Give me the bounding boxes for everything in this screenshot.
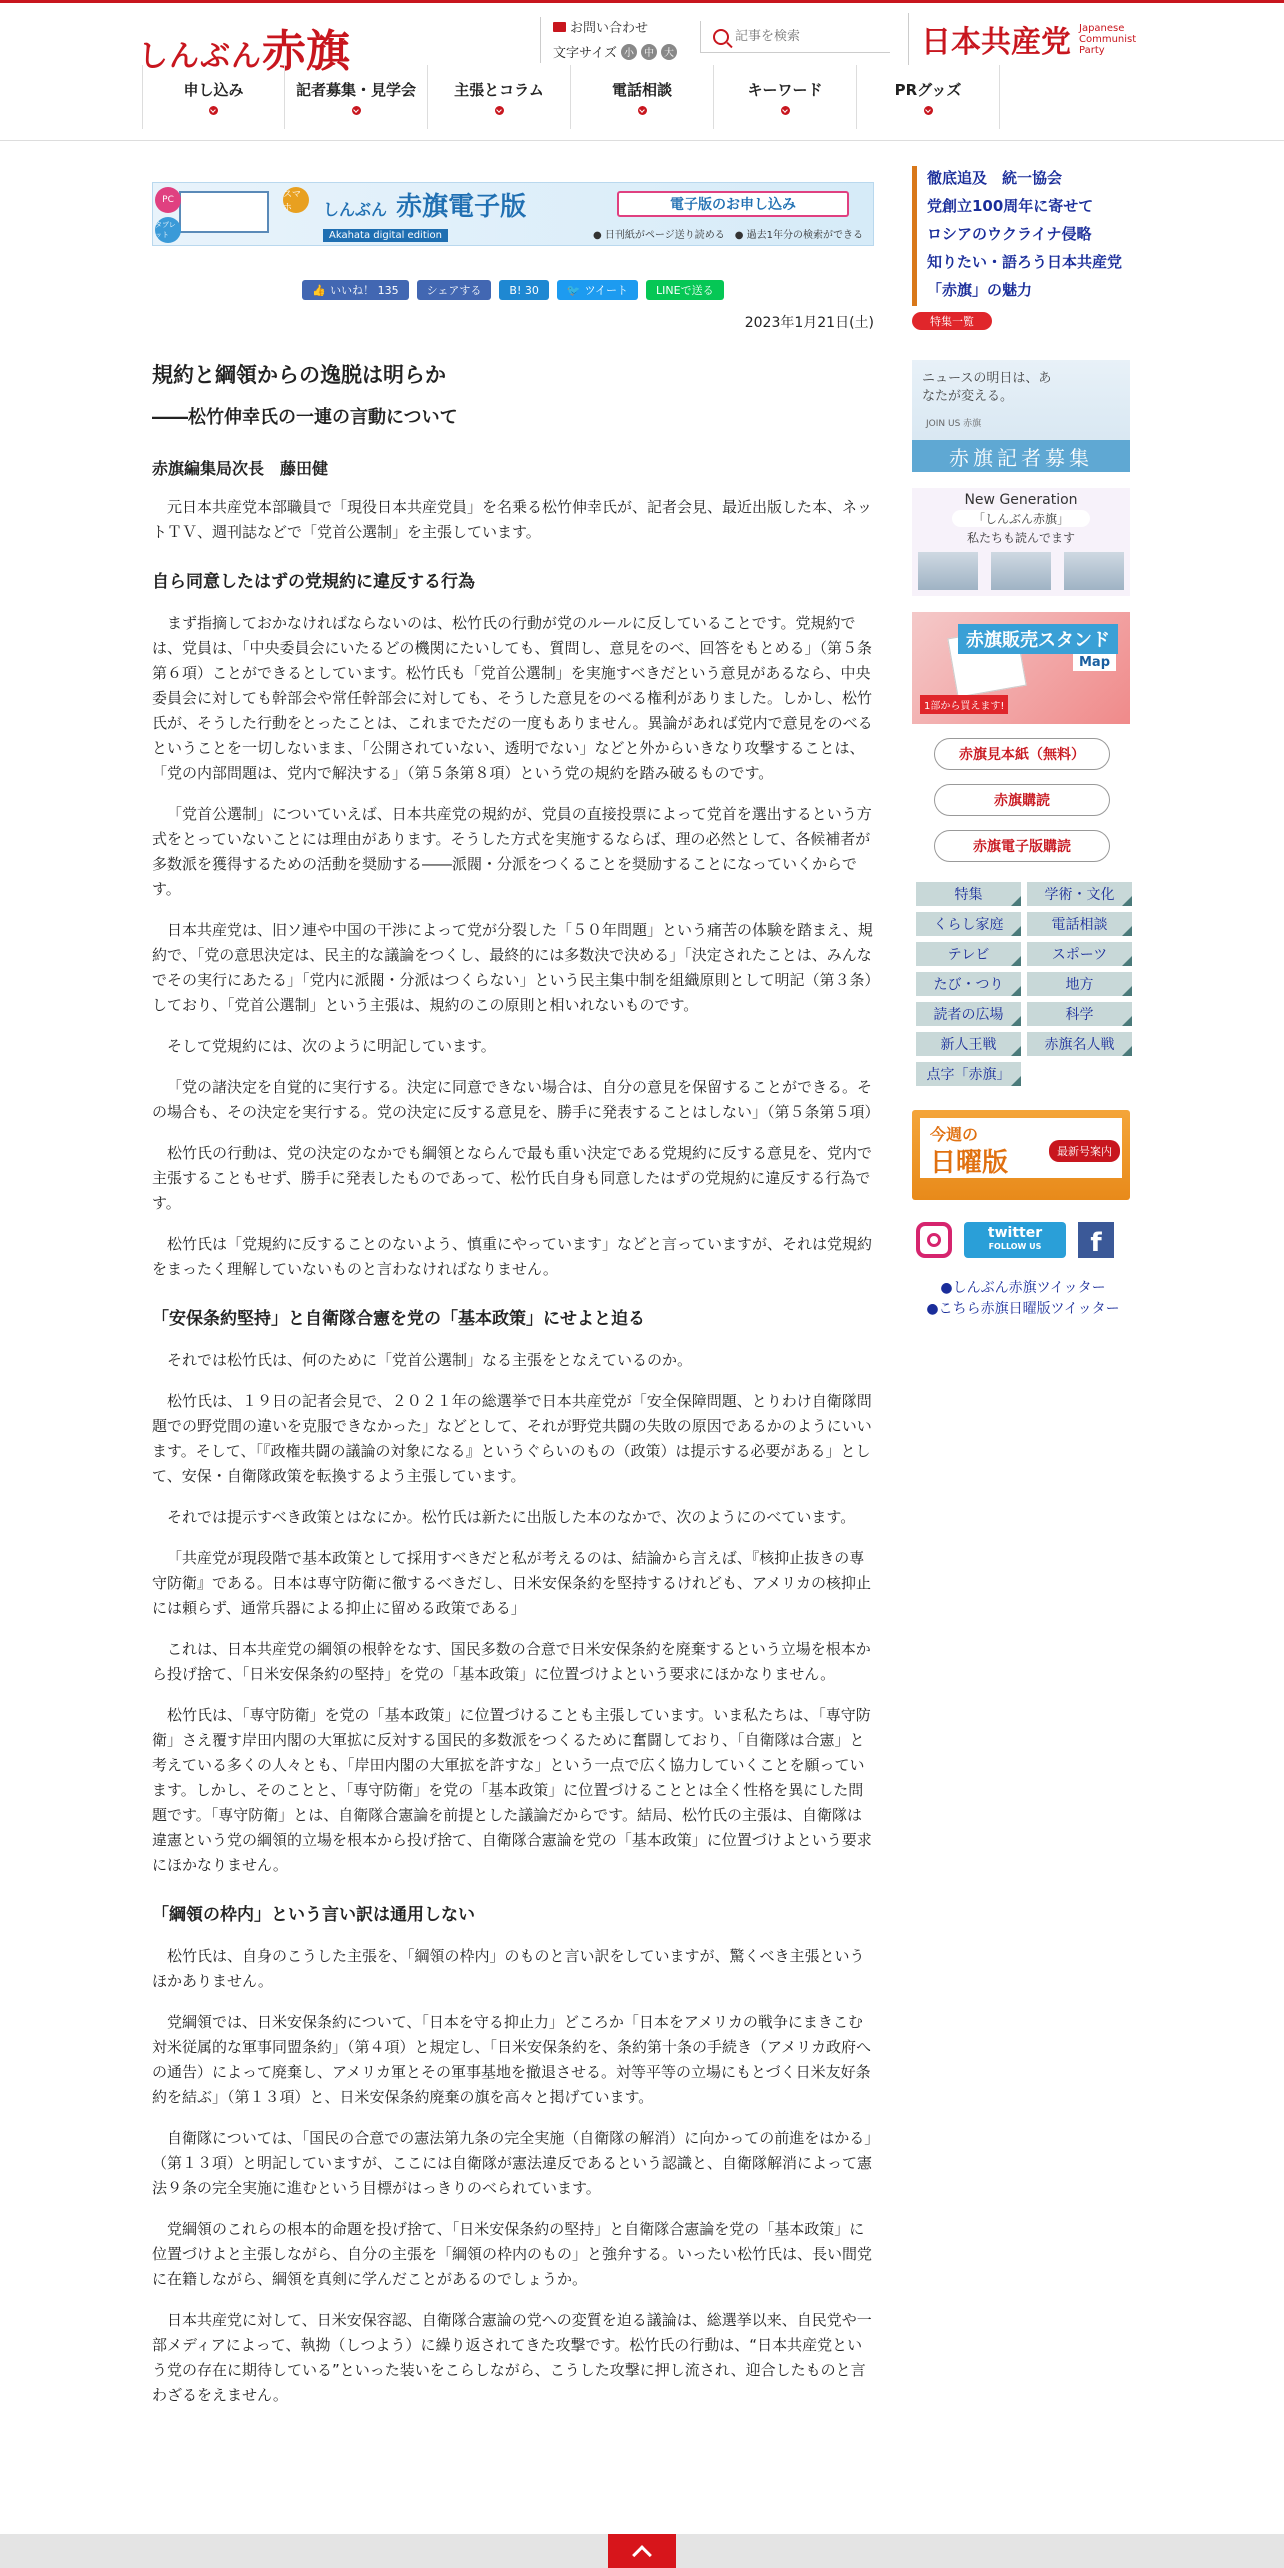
chevron-down-icon	[352, 106, 361, 115]
sunday-twitter-link[interactable]: ●こちら赤旗日曜版ツイッター	[926, 1301, 1120, 1317]
page-footer-bar	[0, 2534, 1284, 2568]
chevron-down-icon	[638, 106, 647, 115]
category-link[interactable]: 読者の広場	[916, 1002, 1021, 1026]
hatena-bookmark-button[interactable]: B! 30	[499, 280, 548, 300]
article-subtitle: ――松竹伸幸氏の一連の言動について	[152, 407, 458, 428]
category-link[interactable]: スポーツ	[1027, 942, 1132, 966]
nav-label: PRグッズ	[894, 81, 962, 99]
chevron-down-icon	[495, 106, 504, 115]
nav-label: 電話相談	[611, 81, 672, 99]
reader-photos	[912, 552, 1130, 590]
sunday-pre: 今週の	[930, 1125, 979, 1144]
paragraph: 「党首公選制」についていえば、日本共産党の規約が、党員の直接投票によって党首を選出するという方式をとっていないことには理由があります。そうした方式を実施するならば、理の必然として、各候補者が多数派を獲得するための活動を奨励する――派閥・分派をつくることを奨励することになっていくからです。	[152, 805, 872, 898]
nav-item-apply[interactable]	[142, 65, 285, 129]
section-heading: 「綱領の枠内」という言い訳は通用しない	[152, 1905, 475, 1925]
reader-photo	[918, 552, 978, 590]
sidebar-link-ukraine[interactable]: ロシアのウクライナ侵略	[912, 222, 1134, 250]
sales-stand-title: 赤旗販売スタンド	[958, 624, 1118, 654]
logo-big-text: 赤旗	[262, 26, 350, 77]
new-generation-sub2: 私たちも読んでます	[966, 531, 1075, 545]
share-buttons	[152, 280, 874, 300]
utility-links	[540, 17, 690, 63]
article-date: 2023年1月21日(土)	[744, 315, 874, 331]
banner-subtitle: Akahata digital edition	[323, 229, 448, 242]
party-name: 日本共産党	[921, 25, 1071, 60]
contact-link[interactable]	[553, 17, 690, 36]
section-heading: 「安保条約堅持」と自衛隊合憲を党の「基本政策」にせよと迫る	[152, 1309, 645, 1329]
nav-label: 申し込み	[183, 81, 244, 99]
banner-title-small: しんぶん	[323, 200, 388, 219]
paragraph: それでは松竹氏は、何のために「党首公選制」なる主張をとなえているのか。	[167, 1351, 693, 1369]
logo-small-text: しんぶん	[138, 39, 262, 74]
facebook-share-button[interactable]: シェアする	[417, 280, 492, 300]
feature-list-button[interactable]: 特集一覧	[912, 312, 992, 330]
category-link[interactable]: 電話相談	[1027, 912, 1132, 936]
category-link[interactable]: 科学	[1027, 1002, 1132, 1026]
facebook-icon[interactable]: f	[1078, 1222, 1114, 1258]
paragraph: 元日本共産党本部職員で「現役日本共産党員」を名乗る松竹伸幸氏が、記者会見、最近出版した本、ネットＴＶ、週刊誌などで「党首公選制」を主張しています。	[152, 498, 873, 541]
contact-label: お問い合わせ	[570, 21, 649, 36]
category-link[interactable]: たび・つり	[916, 972, 1021, 996]
tweet-label: ツイート	[584, 284, 629, 297]
category-link[interactable]: 特集	[916, 882, 1021, 906]
sidebar-link-learn-jcp[interactable]: 知りたい・語ろう日本共産党	[912, 250, 1134, 278]
reader-photo	[991, 552, 1051, 590]
tablet-tag: タブレット	[155, 217, 181, 243]
banner-features: ● 日刊紙がページ送り読める ● 過去1年分の検索ができる	[593, 230, 863, 241]
sidebar-link-akahata-appeal[interactable]: 「赤旗」の魅力	[912, 278, 1134, 306]
category-link[interactable]: 赤旗名人戦	[1027, 1032, 1132, 1056]
category-link[interactable]: 新人王戦	[916, 1032, 1021, 1056]
recruit-title: 赤旗記者募集	[912, 440, 1130, 472]
banner-title	[323, 186, 603, 223]
paragraph: まず指摘しておかなければならないのは、松竹氏の行動が党のルールに反していることです。党規約では、党員は、「中央委員会にいたるどの機関にたいしても、質問し、意見をのべ、回答をもとめる」（第５条第６項）ことができるとしています。松竹氏も「党首公選制」を実施すべきだという意見があるなら、中央委員会に対しても幹部会や常任幹部会に対しても、そうした意見をのべる権利がありました。しかし、松竹氏が、そうした行動をとったことは、これまでただの一度もありません。異論があれば党内で意見をのべるということを一切しないまま、「公開されていない、透明でない」などと外からいきなり攻撃することは、「党の内部問題は、党内で解決する」（第５条第８項）という党の規約を踏み破るものです。	[152, 614, 873, 782]
font-size-small-button[interactable]: 小	[621, 44, 637, 60]
sunday-title: 日曜版	[930, 1148, 1009, 1178]
paragraph: 党綱領では、日米安保条約について、「日本を守る抑止力」どころか「日本をアメリカの戦争にまきこむ対米従属的な軍事同盟条約」（第４項）と規定し、「日米安保条約を、条約第十条の手続き（アメリカ政府への通告）によって廃棄し、アメリカ軍とその軍事基地を撤退させる。対等平等の立場にもとづく日米友好条約を結ぶ」（第１３項）と、日米安保条約廃棄の旗を高々と掲げています。	[152, 2013, 871, 2106]
line-share-button[interactable]: LINEで送る	[646, 280, 724, 300]
article-body	[152, 495, 880, 2408]
chevron-up-icon	[632, 2545, 652, 2565]
recruit-join: JOIN US 赤旗	[926, 419, 982, 429]
banner-title-wrap	[323, 186, 603, 242]
new-generation-sub: 「しんぶん赤旗」	[952, 510, 1090, 527]
section-heading: 自ら同意したはずの党規約に違反する行為	[152, 572, 475, 592]
digital-subscribe-button[interactable]: 赤旗電子版購読	[934, 830, 1110, 862]
chevron-down-icon	[924, 106, 933, 115]
nav-item-keyword[interactable]	[714, 65, 857, 129]
bird-icon: 🐦	[566, 283, 581, 297]
paragraph: 松竹氏は、「専守防衛」を党の「基本政策」に位置づけることも主張しています。いま私たちは、「専守防衛」さえ覆す岸田内閣の大軍拡に反対する国民的多数派をつくるために奮闘しており、「自衛隊は合憲」と考えている多くの人々とも、「岸田内閣の大軍拡を許すな」という一点で広く協力していくことを願っています。しかし、そのことと、「専守防衛」を党の「基本政策」に位置づけることとは全く性格を異にした問題です。「専守防衛」とは、自衛隊合憲論を前提とした議論だからです。結局、松竹氏の主張は、自衛隊は違憲という党の綱領的立場を根本から投げ捨て、自衛隊合憲論を党の「基本政策」に位置づけよという要求にほかなりません。	[152, 1706, 872, 1874]
paragraph: 松竹氏は「党規約に反することのないよう、慎重にやっています」などと言っていますが、それは党規約をまったく理解していないものと言わなければなりません。	[152, 1235, 873, 1278]
sidebar-link-unification-church[interactable]: 徹底追及 統一協会	[912, 166, 1134, 194]
sales-stand-banner[interactable]	[912, 612, 1130, 724]
category-link[interactable]: 点字「赤旗」	[916, 1062, 1021, 1086]
font-size-control	[553, 42, 690, 61]
sample-paper-button[interactable]: 赤旗見本紙（無料）	[934, 738, 1110, 770]
phone-tag: スマホ	[283, 187, 309, 213]
nav-item-editorial[interactable]	[428, 65, 571, 129]
chevron-down-icon	[781, 106, 790, 115]
mail-icon	[553, 22, 566, 32]
search-box	[700, 21, 890, 53]
twitter-label: twitter	[987, 1225, 1043, 1241]
category-grid	[916, 882, 1134, 1086]
digital-apply-button[interactable]: 電子版のお申し込み	[617, 191, 849, 217]
site-header	[0, 3, 1284, 77]
feature-links	[912, 166, 1134, 306]
category-link[interactable]: 学術・文化	[1027, 882, 1132, 906]
thumbs-up-icon: 👍	[312, 283, 327, 297]
like-label: いいね！ 135	[330, 284, 399, 297]
search-input[interactable]	[735, 29, 885, 44]
sidebar	[912, 166, 1134, 1320]
paragraph: 松竹氏の行動は、党の決定のなかでも綱領とならんで最も重い決定である党規約に反する意見を、党内で主張することもせず、勝手に発表したものであって、松竹氏自身も同意したはずの党規約に違反する行為です。	[152, 1144, 873, 1212]
font-size-large-button[interactable]: 大	[661, 44, 677, 60]
article-author: 赤旗編集局次長 藤田健	[152, 459, 329, 478]
twitter-follow-button[interactable]	[964, 1222, 1066, 1258]
twitter-follow-label: FOLLOW US	[988, 1242, 1042, 1251]
paragraph: それでは提示すべき政策とはなにか。松竹氏は新たに出版した本のなかで、次のようにのべています。	[167, 1508, 856, 1526]
sidebar-link-100th-anniversary[interactable]: 党創立100周年に寄せて	[912, 194, 1134, 222]
nav-item-phone-consult[interactable]	[571, 65, 714, 129]
back-to-top-button[interactable]	[608, 2534, 676, 2568]
instagram-icon[interactable]	[916, 1222, 952, 1258]
device-image	[179, 191, 269, 233]
category-link[interactable]: 地方	[1027, 972, 1132, 996]
sns-links	[916, 1222, 1134, 1258]
nav-label: キーワード	[747, 81, 823, 99]
new-generation-banner[interactable]	[912, 488, 1130, 596]
reader-photo	[1064, 552, 1124, 590]
party-name-en: Japanese Communist Party	[1079, 22, 1137, 56]
subscribe-button[interactable]: 赤旗購読	[934, 784, 1110, 816]
sunday-edition-banner[interactable]	[912, 1110, 1130, 1200]
paragraph: 日本共産党に対して、日米安保容認、自衛隊合憲論の党への変質を迫る議論は、総選挙以来、自民党や一部メディアによって、執拗（しつよう）に繰り返されてきた攻撃です。松竹氏の行動は、“日本共産党という党の存在に期待している”といった装いをこらしながら、こうした攻撃に押し流され、迎合したものと言わざるをえません。	[152, 2311, 872, 2404]
article-main	[152, 182, 880, 2408]
sales-stand-map: Map	[1073, 654, 1116, 671]
new-generation-title: New Generation	[964, 492, 1078, 508]
paragraph: 松竹氏は、１９日の記者会見で、２０２１年の総選挙で日本共産党が「安全保障問題、とりわけ自衛隊問題での野党間の違いを克服できなかった」などとして、それが野党共闘の失敗の原因であるかのようにいいます。そして、「『政権共闘の議論の対象になる』というぐらいのもの（政策）は提示する必要がある」として、安保・自衛隊政策を転換するよう主張しています。	[152, 1392, 872, 1485]
device-thumbnails	[153, 185, 313, 243]
paragraph: そして党規約には、次のように明記しています。	[167, 1037, 496, 1055]
font-size-medium-button[interactable]: 中	[641, 44, 657, 60]
category-link[interactable]: くらし家庭	[916, 912, 1021, 936]
nav-item-pr-goods[interactable]	[857, 65, 1000, 129]
twitter-account-links	[912, 1278, 1134, 1320]
digital-edition-banner[interactable]	[152, 182, 874, 246]
search-icon[interactable]	[713, 29, 729, 45]
recruit-banner[interactable]	[912, 360, 1130, 472]
nav-item-recruit[interactable]	[285, 65, 428, 129]
global-nav	[0, 65, 1284, 141]
article-title: 規約と綱領からの逸脱は明らか	[152, 363, 446, 387]
banner-title-big: 赤旗電子版	[396, 192, 527, 222]
akahata-twitter-link[interactable]: ●しんぶん赤旗ツイッター	[940, 1280, 1106, 1296]
sunday-latest-button[interactable]: 最新号案内	[1049, 1140, 1120, 1162]
paragraph: 「党の諸決定を自覚的に実行する。決定に同意できない場合は、自分の意見を保留することができる。その場合も、その決定を実行する。党の決定に反する意見を、勝手に発表することはしない」（第５条第５項）	[152, 1078, 880, 1121]
font-size-label: 文字サイズ	[553, 46, 617, 61]
paragraph: 党綱領のこれらの根本的命題を投げ捨て、「日米安保条約の堅持」と自衛隊合憲論を党の「基本政策」に位置づけよと主張しながら、自分の主張を「綱領の枠内のもの」と強弁する。いったい松竹氏は、長い間党に在籍しながら、綱領を真剣に学んだことがあるのでしょうか。	[152, 2220, 873, 2288]
chevron-down-icon	[209, 106, 218, 115]
paragraph: これは、日本共産党の綱領の根幹をなす、国民多数の合意で日米安保条約を廃棄するという立場を根本から投げ捨て、「日米安保条約の堅持」を党の「基本政策」に位置づけよという要求にほかなりません。	[152, 1640, 871, 1683]
recruit-text: ニュースの明日は、あなたが変える。	[922, 371, 1052, 404]
paragraph: 日本共産党は、旧ソ連や中国の干渉によって党が分裂した「５０年問題」という痛苦の体験を踏まえ、規約で、「党の意思決定は、民主的な議論をつくし、最終的には多数決で決める」「決定されたことは、みんなでその実行にあたる」「党内に派閥・分派はつくらない」という民主集中制を組織原則として明記（第３条）しており、「党首公選制」という主張は、規約のこの原則と相いれないものです。	[152, 921, 873, 1014]
paragraph: 「共産党が現段階で基本政策として採用すべきだと私が考えるのは、結論から言えば、『核抑止抜きの専守防衛』である。日本は専守防衛に徹するべきだし、日米安保条約を堅持するけれども、アメリカの核抑止には頼らず、通常兵器による抑止に留める政策である」	[152, 1549, 871, 1617]
facebook-like-button[interactable]	[302, 280, 408, 300]
paragraph: 自衛隊については、「国民の合意での憲法第九条の完全実施（自衛隊の解消）に向かっての前進をはかる」（第１３項）と明記していますが、ここには自衛隊が憲法違反であるという認識と、自衛隊解消によって憲法９条の完全実施に進むという目標がはっきりのべられています。	[152, 2129, 873, 2197]
tweet-button[interactable]	[557, 280, 638, 300]
paragraph: 松竹氏は、自身のこうした主張を、「綱領の枠内」のものと言い訳をしていますが、驚くべき主張というほかありません。	[152, 1947, 865, 1990]
category-link[interactable]: テレビ	[916, 942, 1021, 966]
pc-tag: PC	[155, 187, 181, 213]
nav-label: 主張とコラム	[454, 81, 544, 99]
nav-label: 記者募集・見学会	[295, 81, 416, 99]
sales-stand-price: 1部から買えます!	[920, 695, 1008, 714]
party-logo[interactable]	[908, 13, 1149, 65]
